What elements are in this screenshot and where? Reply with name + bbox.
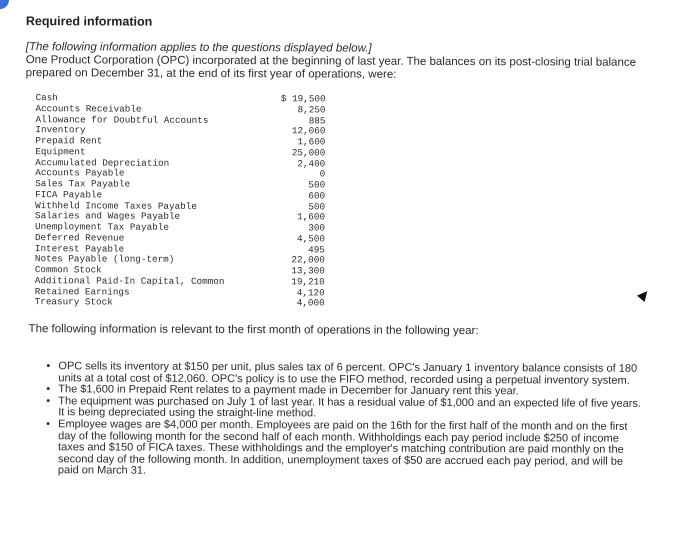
account-amount: 4,120	[296, 286, 325, 298]
bullet-icon: •	[46, 383, 51, 396]
account-name: Salaries and Wages Payable	[35, 210, 181, 223]
account-amount: 2,400	[297, 157, 326, 169]
account-name: Interest Payable	[34, 242, 125, 255]
account-name: Accounts Payable	[35, 167, 125, 179]
bullet-text: The equipment was purchased on July 1 of last year. It has a residual value of $1,000 and an expected life of five years. It is being depreciated using the straight-line method.	[58, 395, 642, 420]
account-name: Accounts Receivable	[35, 102, 142, 115]
info-bullet-list	[46, 361, 647, 480]
account-amount: 4,000	[296, 297, 325, 309]
account-name: Withheld Income Taxes Payable	[35, 199, 197, 212]
account-name: Unemployment Tax Payable	[34, 221, 169, 233]
account-amount: 1,600	[297, 136, 326, 148]
account-amount: 13,300	[291, 265, 325, 277]
intro-note: [The following information applies to the questions displayed below.]	[25, 41, 372, 55]
bullet-text: Employee wages are $4,000 per month. Employees are paid on the 16th for the first half of the month and on the first day of the following month for the second half of each month. Withholdings each pay period include $250 of income taxes and $150 of FICA taxes. These withholdings and the employer's matching contribution are paid monthly on the second day of the following month. In addition, unemployment taxes of $50 are accrued each pay period, and will be paid on March 31.	[57, 418, 628, 477]
account-name: Prepaid Rent	[35, 135, 103, 147]
trial-balance-table	[35, 93, 326, 309]
account-name: Retained Earnings	[34, 285, 130, 298]
account-amount: 1,600	[297, 211, 326, 223]
bullet-text: The $1,600 in Prepaid Rent relates to a payment made in December for January rent this year.	[58, 383, 519, 398]
list-item	[46, 419, 646, 480]
account-name: Cash	[35, 92, 58, 104]
account-name: Equipment	[35, 145, 86, 158]
account-amount: 0	[319, 168, 326, 180]
account-amount: 19,210	[291, 276, 325, 288]
account-name: Allowance for Doubtful Accounts	[35, 113, 209, 126]
account-amount: 8,250	[297, 104, 326, 116]
account-amount: 22,000	[291, 254, 325, 266]
account-amount: 4,500	[297, 233, 325, 245]
relevant-heading: The following information is relevant to the first month of operations in the following year:	[28, 323, 479, 338]
account-amount: $ 19,500	[280, 93, 326, 105]
account-name: Inventory	[35, 124, 86, 136]
bullet-icon: •	[46, 394, 51, 408]
page-title: Required information	[25, 14, 153, 29]
account-amount: 500	[308, 179, 326, 191]
bullet-text: OPC sells its inventory at $150 per unit, plus sales tax of 6 percent. OPC's January 1 inventory balance consists of 180 units at a total cost of $12,060. OPC's policy is to use the FIFO method, recorded using a perpetual inventory system.	[58, 360, 638, 387]
account-amount: 12,060	[291, 125, 326, 137]
account-name: Common Stock	[34, 264, 102, 276]
account-amount: 885	[308, 114, 326, 126]
account-name: Notes Payable (long-term)	[34, 253, 175, 266]
account-amount: 25,000	[291, 147, 326, 159]
bullet-icon: •	[46, 418, 51, 431]
account-name: Deferred Revenue	[34, 231, 125, 244]
intro-block	[26, 41, 676, 83]
account-name: Treasury Stock	[34, 296, 113, 308]
account-name: Sales Tax Payable	[35, 178, 131, 190]
account-name: FICA Payable	[35, 188, 103, 201]
table-row	[35, 297, 325, 309]
account-name: Additional Paid-In Capital, Common	[34, 274, 225, 287]
intro-body: One Product Corporation (OPC) incorporated at the beginning of last year. The balances on its post-closing trial balance prepared on December 31, at the end of its first year of operations, were:	[25, 54, 637, 81]
account-amount: 500	[308, 200, 326, 212]
account-amount: 300	[308, 222, 326, 234]
account-amount: 600	[308, 190, 326, 202]
bullet-icon: •	[46, 360, 51, 373]
account-amount: 495	[308, 243, 325, 255]
account-name: Accumulated Depreciation	[35, 156, 170, 169]
